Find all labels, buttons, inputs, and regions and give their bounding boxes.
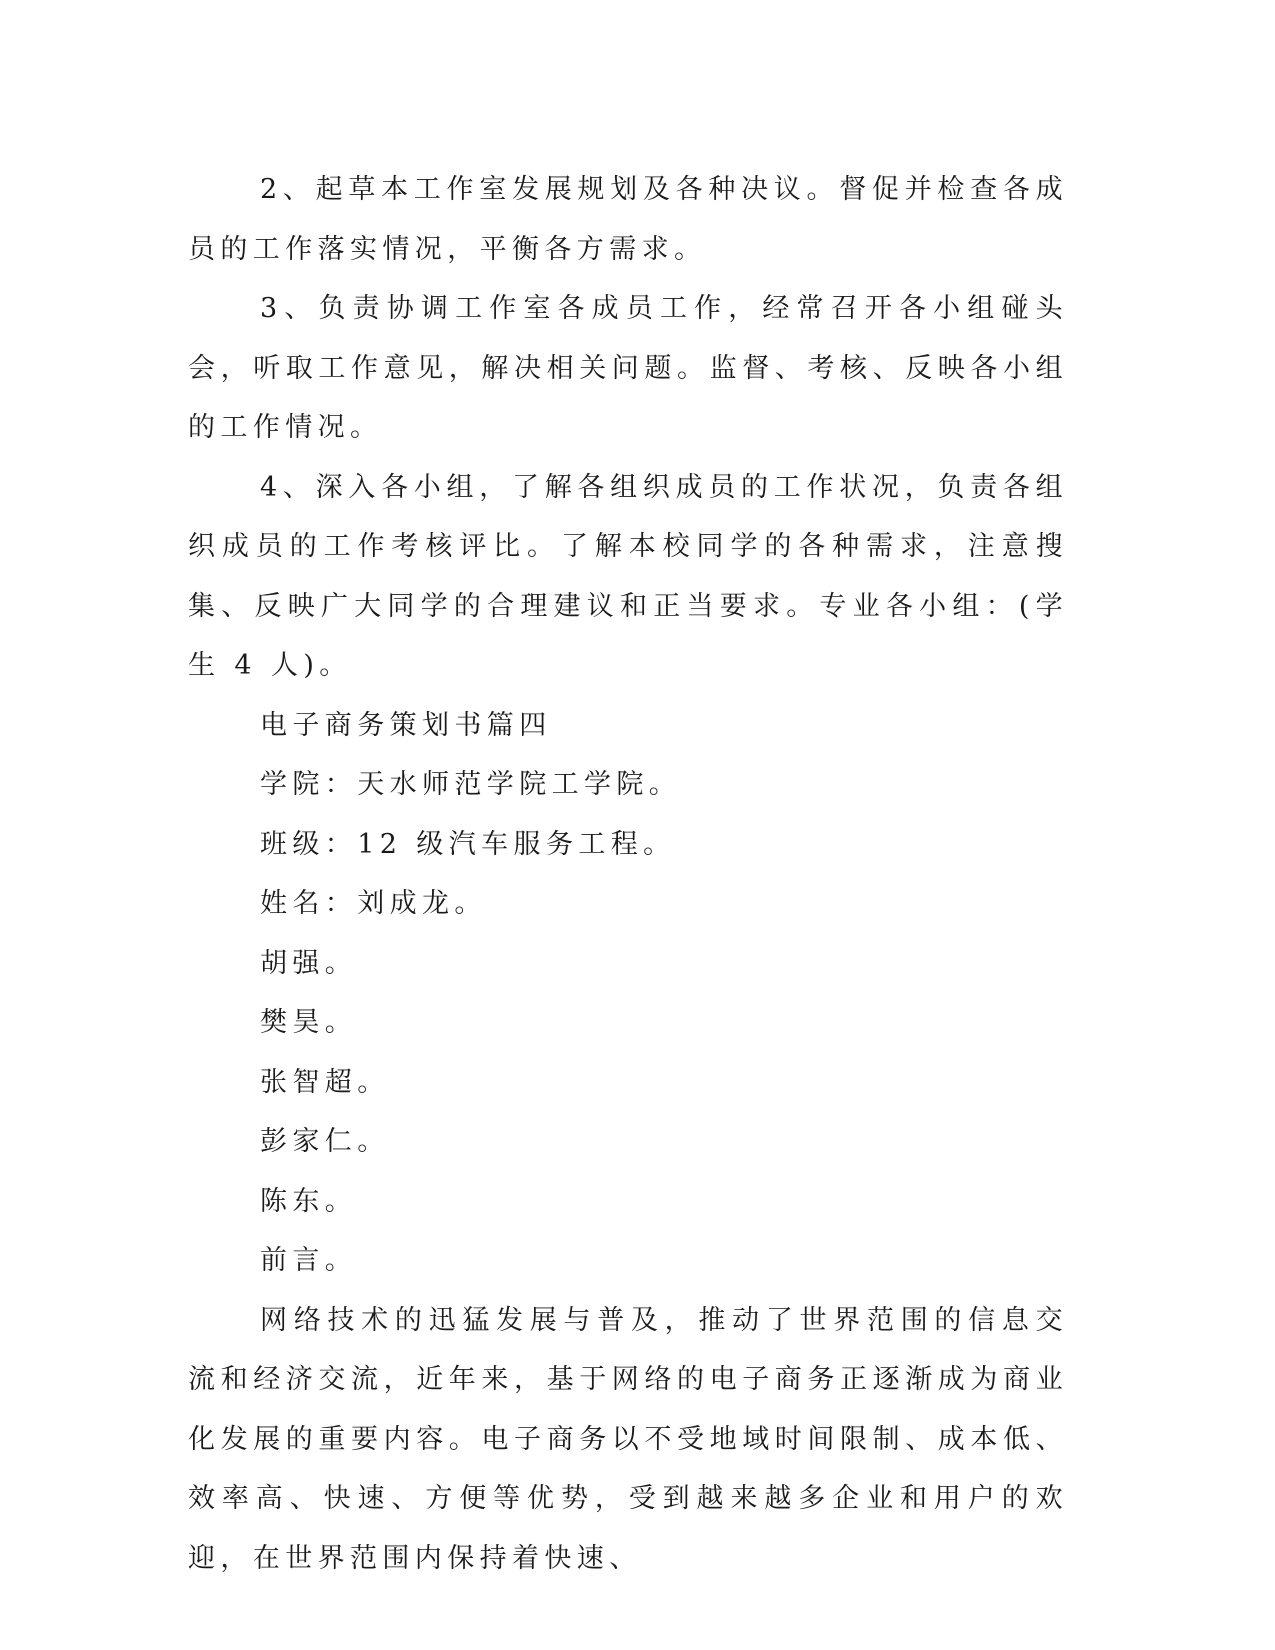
preface-title: 前言。 <box>260 1245 358 1276</box>
member-name: 张智超。 <box>260 1066 390 1098</box>
paragraph-item-3: 3、负责协调工作室各成员工作，经常召开各小组碰头会，听取工作意见，解决相关问题。监督、考核、反映各小组的工作情况。 <box>188 293 1068 443</box>
member-name: 樊昊。 <box>260 1007 358 1038</box>
class-line: 班级：12 级汽车服务工程。 <box>260 828 676 860</box>
member-name: 陈东。 <box>260 1185 358 1217</box>
paragraph-item-2: 2、起草本工作室发展规划及各种决议。督促并检查各成员的工作落实情况，平衡各方需求。 <box>188 174 1068 265</box>
document-body <box>188 160 1068 1588</box>
member-name: 胡强。 <box>260 947 358 979</box>
name-line: 姓名：刘成龙。 <box>260 888 487 919</box>
member-name: 彭家仁。 <box>260 1126 390 1157</box>
preface-body: 网络技术的迅猛发展与普及，推动了世界范围的信息交流和经济交流，近年来，基于网络的电子商务正逐渐成为商业化发展的重要内容。电子商务以不受地域时间限制、成本低、效率高、快速、方便等优势，受到越来越多企业和用户的欢迎，在世界范围内保持着快速、 <box>188 1304 1068 1574</box>
college-line: 学院：天水师范学院工学院。 <box>260 769 682 800</box>
paragraph-item-4: 4、深入各小组，了解各组织成员的工作状况，负责各组织成员的工作考核评比。了解本校同学的各种需求，注意搜集、反映广大同学的合理建议和正当要求。专业各小组：(学生 4 人)。 <box>188 471 1068 681</box>
section-title: 电子商务策划书篇四 <box>260 709 552 741</box>
